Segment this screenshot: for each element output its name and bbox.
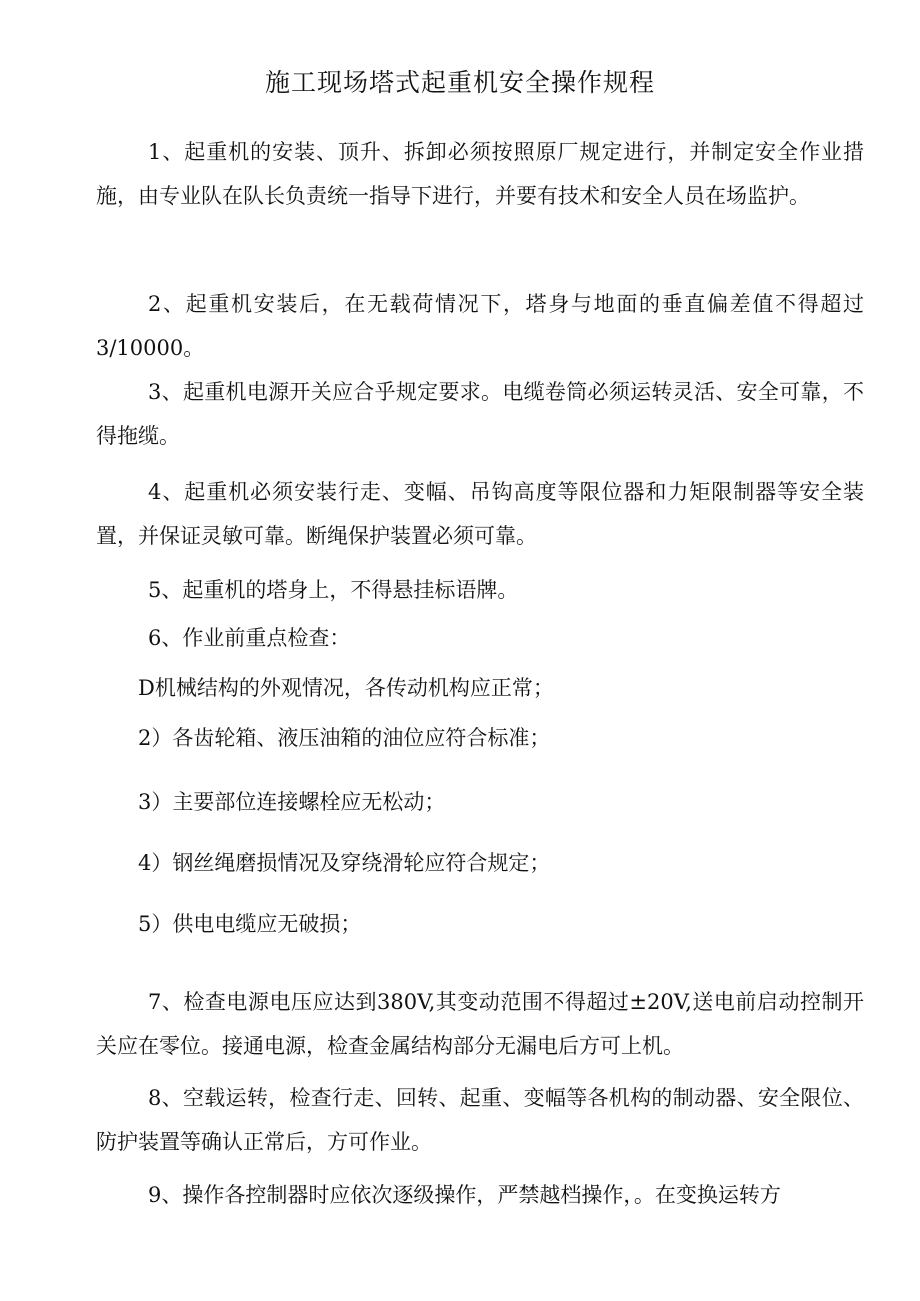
- check-item-5: 5）供电电缆应无破损；: [138, 912, 362, 936]
- check-item-3: 3）主要部位连接螺栓应无松动；: [138, 790, 446, 814]
- rule-paragraph-5: 5、起重机的塔身上，不得悬挂标语牌。: [148, 578, 519, 602]
- check-item-1: D机械结构的外观情况，各传动机构应正常；: [138, 676, 554, 700]
- check-item-2: 2）各齿轮箱、液压油箱的油位应符合标准；: [138, 726, 551, 750]
- rule-paragraph-3: 3、起重机电源开关应合乎规定要求。电缆卷筒必须运转灵活、安全可靠，不得拖缆。: [96, 380, 864, 448]
- document-title: 施工现场塔式起重机安全操作规程: [264, 68, 655, 97]
- rule-paragraph-2: 2、起重机安装后，在无载荷情况下，塔身与地面的垂直偏差值不得超过3/10000。: [96, 292, 864, 360]
- rule-paragraph-9: 9、操作各控制器时应依次逐级操作，严禁越档操作，。在变换运转方: [148, 1183, 781, 1207]
- rule-paragraph-7: 7、检查电源电压应达到380V,其变动范围不得超过±20V,送电前启动控制开关应在零位。接通电源，检查金属结构部分无漏电后方可上机。: [96, 990, 864, 1058]
- rule-paragraph-4: 4、起重机必须安装行走、变幅、吊钩高度等限位器和力矩限制器等安全装置，并保证灵敏可靠。断绳保护装置必须可靠。: [96, 480, 864, 548]
- rule-paragraph-1: 1、起重机的安装、顶升、拆卸必须按照原厂规定进行，并制定安全作业措施，由专业队在队长负责统一指导下进行，并要有技术和安全人员在场监护。: [96, 140, 864, 208]
- rule-paragraph-8: 8、空载运转，检查行走、回转、起重、变幅等各机构的制动器、安全限位、防护装置等确认正常后，方可作业。: [96, 1086, 864, 1154]
- check-item-4: 4）钢丝绳磨损情况及穿绕滑轮应符合规定；: [138, 851, 551, 875]
- rule-paragraph-6: 6、作业前重点检查：: [148, 626, 351, 650]
